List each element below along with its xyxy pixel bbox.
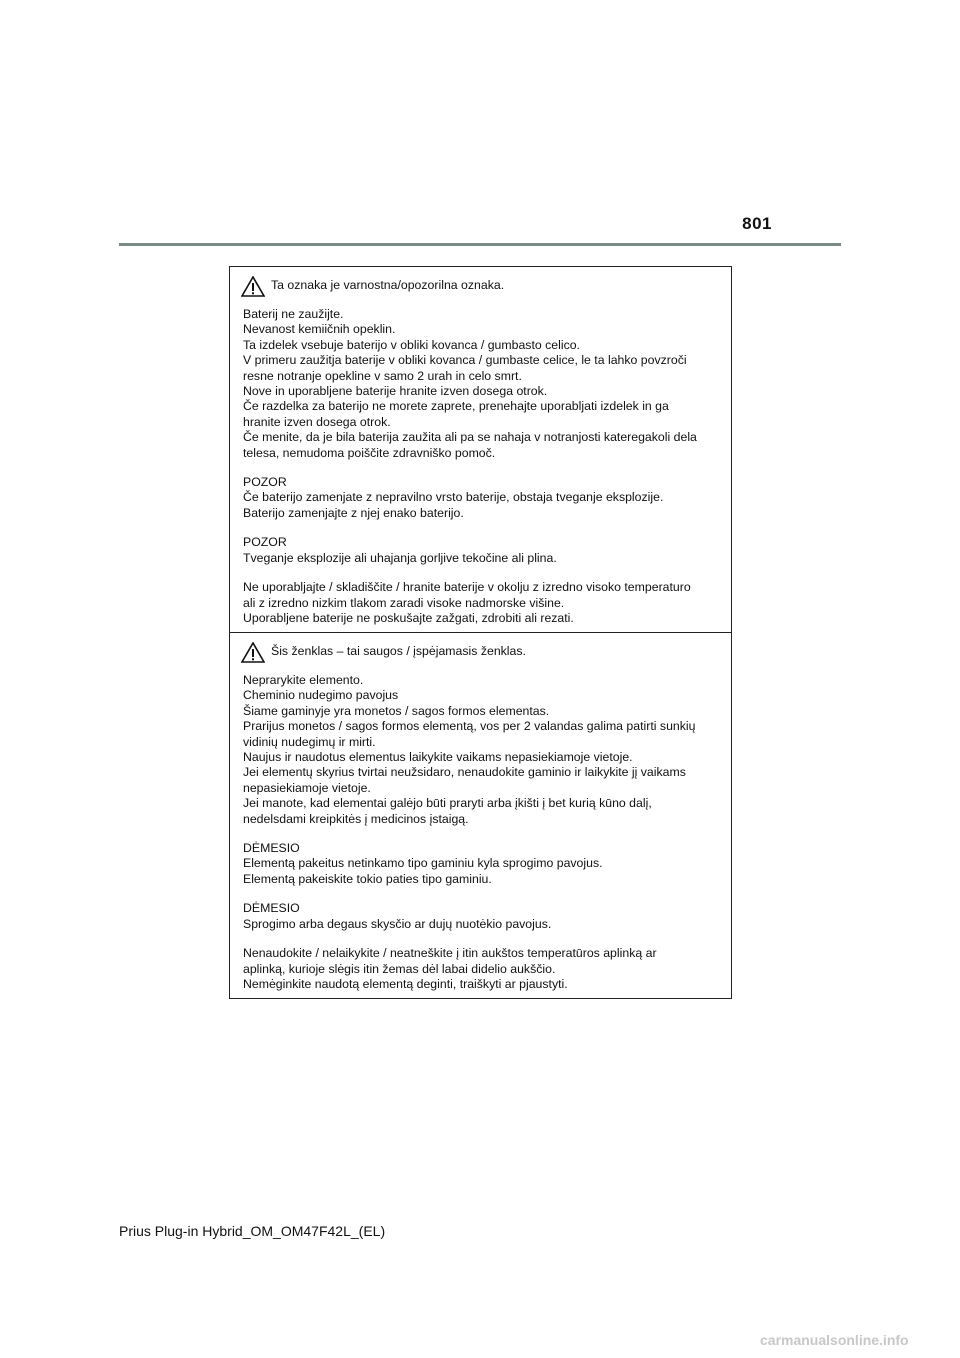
warning-text-line: nedelsdami kreipkitės į medicinos įstaigą. xyxy=(243,811,469,826)
warning-text-line: Jei manote, kad elementai galėjo būti praryti arba įkišti į bet kurią kūno dalį, xyxy=(243,796,652,811)
warning-paragraph xyxy=(243,946,719,992)
warning-text-line: Jei elementų skyrius tvirtai neužsidaro, nenaudokite gaminio ir laikykite jį vaikams xyxy=(243,765,686,780)
warning-text-line: DĖMESIO xyxy=(243,841,300,856)
warning-box-body xyxy=(243,307,719,626)
header-rule xyxy=(119,243,841,246)
watermark: carmanualsonline.info xyxy=(760,1332,909,1348)
warning-text-line: resne notranje opekline v samo 2 urah in celo smrt. xyxy=(243,368,522,383)
warning-text-line: Tveganje eksplozije ali uhajanja gorljive tekočine ali plina. xyxy=(243,550,557,565)
document-footer: Prius Plug-in Hybrid_OM_OM47F42L_(EL) xyxy=(119,1223,386,1239)
warning-text-line: hranite izven dosega otrok. xyxy=(243,414,391,429)
warning-paragraph xyxy=(243,580,719,626)
warning-text-line: Nemėginkite naudotą elementą deginti, traiškyti ar pjaustyti. xyxy=(243,976,568,991)
warning-text-line: POZOR xyxy=(243,475,287,490)
warning-text-line: Sprogimo arba degaus skysčio ar dujų nuotėkio pavojus. xyxy=(243,916,552,931)
warning-text-line: Če razdelka za baterijo ne morete zaprete, prenehajte uporabljati izdelek in ga xyxy=(243,399,669,414)
warning-text-line: Če menite, da je bila baterija zaužita ali pa se nahaja v notranjosti kateregakoli dela xyxy=(243,430,697,445)
warning-text-line: POZOR xyxy=(243,535,287,550)
warning-text-line: V primeru zaužitja baterije v obliki kovanca / gumbaste celice, le ta lahko povzroči xyxy=(243,353,687,368)
warning-text-line: vidinių nudegimų ir mirti. xyxy=(243,734,376,749)
warning-text-line: Uporabljene baterije ne poskušajte zažgati, zdrobiti ali rezati. xyxy=(243,610,574,625)
warning-paragraph xyxy=(243,673,719,827)
warning-box-slovenian xyxy=(229,266,732,633)
warning-text-line: Nenaudokite / nelaikykite / neatneškite į itin aukštos temperatūros aplinką ar xyxy=(243,946,657,961)
warning-text-line: Prarijus monetos / sagos formos elementą, vos per 2 valandas galima patirti sunkių xyxy=(243,719,696,734)
warning-paragraph xyxy=(243,901,719,932)
warning-text-line: ali z izredno nizkim tlakom zaradi visoke nadmorske višine. xyxy=(243,595,565,610)
warning-text-line: Če baterijo zamenjate z nepravilno vrsto baterije, obstaja tveganje eksplozije. xyxy=(243,490,664,505)
warning-text-line: Elementą pakeiskite tokio paties tipo gaminiu. xyxy=(243,871,492,886)
warning-triangle-icon xyxy=(241,642,265,663)
warning-text-line: telesa, nemudoma poiščite zdravniško pomoč. xyxy=(243,445,496,460)
warning-box-body xyxy=(243,673,719,992)
warning-text-line: Baterij ne zaužijte. xyxy=(243,307,344,321)
warning-box-heading: Šis ženklas – tai saugos / įspėjamasis ženklas. xyxy=(271,644,526,659)
warning-text-line: Šiame gaminyje yra monetos / sagos formos elementas. xyxy=(243,703,550,718)
warning-text-line: Neprarykite elemento. xyxy=(243,673,364,687)
warning-text-line: Nevanost kemiičnih opeklin. xyxy=(243,322,396,337)
warning-paragraph xyxy=(243,535,719,566)
warning-text-line: Ta izdelek vsebuje baterijo v obliki kovanca / gumbasto celico. xyxy=(243,337,580,352)
warning-text-line: Naujus ir naudotus elementus laikykite vaikams nepasiekiamoje vietoje. xyxy=(243,750,633,765)
warning-paragraph xyxy=(243,307,719,461)
warning-text-line: Baterijo zamenjajte z njej enako baterijo. xyxy=(243,505,464,520)
warning-text-line: Nove in uporabljene baterije hranite izven dosega otrok. xyxy=(243,384,548,399)
warning-box-heading-row xyxy=(241,273,719,299)
warning-text-line: DĖMESIO xyxy=(243,901,300,916)
warning-box-heading: Ta oznaka je varnostna/opozorilna oznaka. xyxy=(271,278,505,293)
warning-paragraph xyxy=(243,475,719,521)
warning-box-lithuanian xyxy=(229,632,732,999)
warning-box-heading-row xyxy=(241,639,719,665)
warning-paragraph xyxy=(243,841,719,887)
page-number: 801 xyxy=(742,214,772,233)
warning-triangle-icon xyxy=(241,276,265,297)
warning-text-line: Elementą pakeitus netinkamo tipo gaminiu kyla sprogimo pavojus. xyxy=(243,856,603,871)
warning-text-line: aplinką, kurioje slėgis itin žemas dėl labai didelio aukščio. xyxy=(243,961,556,976)
warning-text-line: Ne uporabljajte / skladiščite / hranite baterije v okolju z izredno visoko temperaturo xyxy=(243,580,691,595)
warning-text-line: Cheminio nudegimo pavojus xyxy=(243,688,399,703)
warning-text-line: nepasiekiamoje vietoje. xyxy=(243,780,371,795)
